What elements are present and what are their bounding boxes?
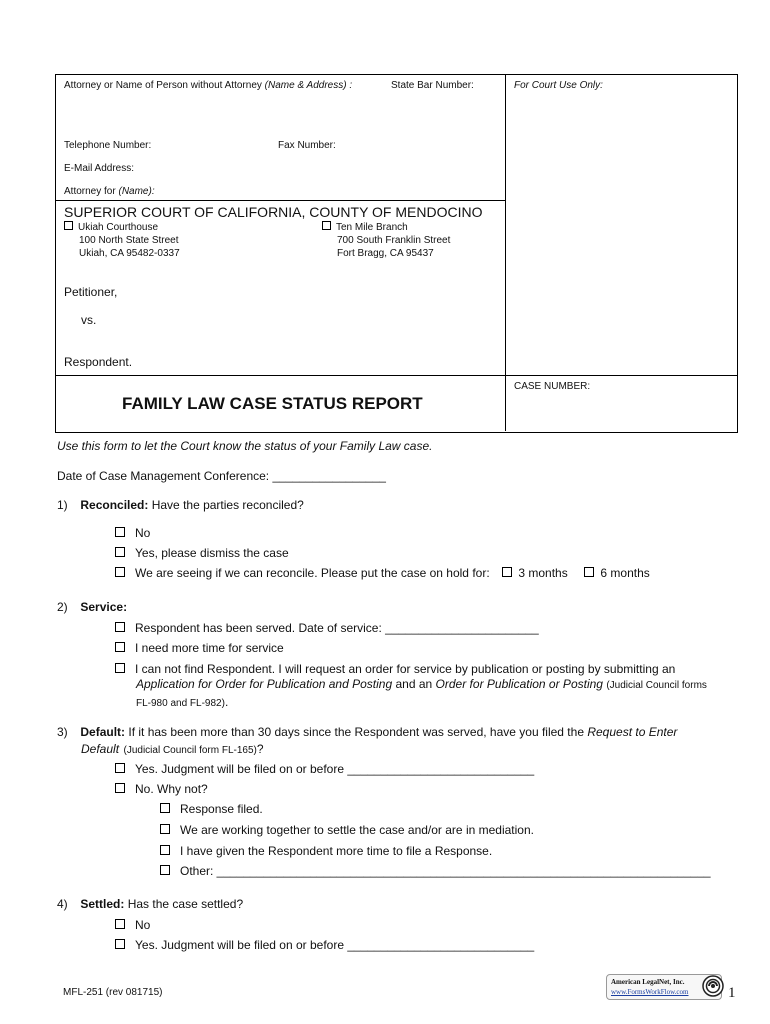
q3-form-name-default: Default xyxy=(81,742,120,756)
ten-mile-branch-checkbox[interactable] xyxy=(322,221,331,230)
q2-judicial-council-ref: (Judicial Council forms xyxy=(606,680,707,691)
form-title: FAMILY LAW CASE STATUS REPORT xyxy=(122,394,423,413)
q3-more-time-checkbox[interactable] xyxy=(160,845,170,855)
q2-more-time-label: I need more time for service xyxy=(135,641,284,655)
court-name: SUPERIOR COURT OF CALIFORNIA, COUNTY OF MENDOCINO xyxy=(64,204,483,220)
q3-other-label: Other: __________________________________________________________________________ xyxy=(180,864,711,878)
q1-6-months-checkbox[interactable] xyxy=(584,567,594,577)
q4-title: Settled: xyxy=(80,897,125,911)
q3-option-no[interactable] xyxy=(115,782,208,796)
q4-heading xyxy=(57,897,243,911)
q3-more-time-label: I have given the Respondent more time to file a Response. xyxy=(180,844,493,858)
q3-other-checkbox[interactable] xyxy=(160,865,170,875)
court-use-label: For Court Use Only: xyxy=(514,80,603,91)
q3-sub-other[interactable] xyxy=(160,864,711,878)
q2-form-name-2: Order for Publication or Posting xyxy=(435,677,603,691)
cmc-date-blank[interactable]: _________________ xyxy=(272,469,386,483)
q1-option-hold[interactable] xyxy=(115,566,650,580)
q2-title: Service: xyxy=(80,600,128,614)
q3-question-mark: ? xyxy=(256,742,264,756)
q2-line2-mid: and an xyxy=(395,677,433,691)
q2-served-label: Respondent has been served. Date of service: _______________________ xyxy=(135,621,539,635)
ukiah-courthouse-city: Ukiah, CA 95482-0337 xyxy=(79,248,180,259)
ten-mile-branch-city: Fort Bragg, CA 95437 xyxy=(337,248,434,259)
q1-dismiss-checkbox[interactable] xyxy=(115,547,125,557)
q3-title: Default: xyxy=(80,725,126,739)
cmc-date-field[interactable] xyxy=(57,469,386,483)
q3-sub-more-time[interactable] xyxy=(160,844,492,858)
q2-option-served[interactable] xyxy=(115,621,539,635)
q2-form-numbers: FL-980 and FL-982) xyxy=(136,698,225,709)
q2-number: 2) xyxy=(57,600,68,614)
caption-vertical-divider xyxy=(505,74,506,431)
state-bar-label: State Bar Number: xyxy=(391,80,474,91)
q1-no-checkbox[interactable] xyxy=(115,527,125,537)
legalnet-seal-icon xyxy=(702,975,724,997)
q3-settle-checkbox[interactable] xyxy=(160,824,170,834)
ukiah-courthouse-name: Ukiah Courthouse xyxy=(78,222,159,233)
q4-question: Has the case settled? xyxy=(127,897,244,911)
q3-judicial-council-ref: (Judicial Council form FL-165) xyxy=(123,745,257,756)
q3-heading xyxy=(57,725,677,739)
q4-option-yes[interactable] xyxy=(115,938,534,952)
telephone-label: Telephone Number: xyxy=(64,140,152,151)
q3-option-yes[interactable] xyxy=(115,762,534,776)
q2-cannot-find-checkbox[interactable] xyxy=(115,663,125,673)
email-label: E-Mail Address: xyxy=(64,163,135,174)
q3-sub-response[interactable] xyxy=(160,802,263,816)
q3-yes-checkbox[interactable] xyxy=(115,763,125,773)
q1-number: 1) xyxy=(57,498,68,512)
q3-number: 3) xyxy=(57,725,68,739)
q2-more-time-checkbox[interactable] xyxy=(115,642,125,652)
attorney-for-italic: (Name): xyxy=(118,186,155,197)
attorney-section-divider xyxy=(55,200,506,201)
q1-title: Reconciled: xyxy=(80,498,149,512)
respondent-label: Respondent. xyxy=(64,355,133,369)
q2-option-cannot-find[interactable] xyxy=(115,662,675,676)
q4-no-checkbox[interactable] xyxy=(115,919,125,929)
q3-no-label: No. Why not? xyxy=(135,782,208,796)
q2-cannot-find-line3 xyxy=(136,693,228,711)
q3-sub-settle[interactable] xyxy=(160,823,534,837)
q1-6-months-label: 6 months xyxy=(600,566,650,580)
attorney-label-text: Attorney or Name of Person without Attorney xyxy=(64,80,262,91)
q4-no-label: No xyxy=(135,918,151,932)
q2-form-name-1: Application for Order for Publication and Posting xyxy=(136,677,393,691)
attorney-for-label xyxy=(64,186,155,197)
q4-number: 4) xyxy=(57,897,68,911)
q3-settle-label: We are working together to settle the case and/or are in mediation. xyxy=(180,823,534,837)
page-number: 1 xyxy=(728,985,736,1001)
q2-cannot-find-label: I can not find Respondent. I will request an order for service by publication or posting by submitting an xyxy=(135,662,676,676)
ukiah-courthouse-checkbox[interactable] xyxy=(64,221,73,230)
q1-3-months-label: 3 months xyxy=(518,566,568,580)
q2-cannot-find-line2 xyxy=(136,677,707,691)
q2-option-more-time[interactable] xyxy=(115,641,284,655)
ten-mile-branch-name: Ten Mile Branch xyxy=(336,222,408,233)
q1-3-months-checkbox[interactable] xyxy=(502,567,512,577)
q2-heading xyxy=(57,600,127,614)
q3-response-label: Response filed. xyxy=(180,802,263,816)
q3-yes-label: Yes. Judgment will be filed on or before ____________________________ xyxy=(135,762,535,776)
court-section-divider xyxy=(55,375,737,376)
q3-form-name: Request to Enter xyxy=(587,725,678,739)
ten-mile-branch-street: 700 South Franklin Street xyxy=(337,235,451,246)
logo-website-link[interactable]: www.FormsWorkFlow.com xyxy=(611,988,689,996)
q2-served-checkbox[interactable] xyxy=(115,622,125,632)
form-instruction: Use this form to let the Court know the status of your Family Law case. xyxy=(57,439,433,453)
q1-dismiss-label: Yes, please dismiss the case xyxy=(135,546,289,560)
q1-hold-checkbox[interactable] xyxy=(115,567,125,577)
petitioner-label: Petitioner, xyxy=(64,285,118,299)
vs-label: vs. xyxy=(81,313,97,327)
q4-yes-checkbox[interactable] xyxy=(115,939,125,949)
q1-hold-label: We are seeing if we can reconcile. Please put the case on hold for: xyxy=(135,566,490,580)
courthouse-ukiah xyxy=(64,221,180,260)
courthouse-ten-mile xyxy=(322,221,450,260)
q2-line3-period: . xyxy=(224,695,229,709)
q1-heading xyxy=(57,498,304,512)
q3-question: If it has been more than 30 days since the Respondent was served, have you filed the xyxy=(128,725,584,739)
q3-response-checkbox[interactable] xyxy=(160,803,170,813)
case-number-label: CASE NUMBER: xyxy=(514,381,591,392)
q1-option-no[interactable] xyxy=(115,526,150,540)
q3-no-checkbox[interactable] xyxy=(115,783,125,793)
form-id: MFL-251 (rev 081715) xyxy=(63,987,163,998)
attorney-label xyxy=(64,80,352,91)
attorney-label-italic: (Name & Address) : xyxy=(264,80,353,91)
cmc-date-label: Date of Case Management Conference: xyxy=(57,469,270,483)
q4-yes-label: Yes. Judgment will be filed on or before ____________________________ xyxy=(135,938,535,952)
q4-option-no[interactable] xyxy=(115,918,150,932)
q1-option-dismiss[interactable] xyxy=(115,546,289,560)
ukiah-courthouse-street: 100 North State Street xyxy=(79,235,179,246)
q1-no-label: No xyxy=(135,526,151,540)
q3-heading-line2 xyxy=(81,740,264,758)
fax-label: Fax Number: xyxy=(278,140,336,151)
attorney-for-text: Attorney for xyxy=(64,186,116,197)
q1-question: Have the parties reconciled? xyxy=(151,498,304,512)
logo-company-name: American LegalNet, Inc. xyxy=(611,978,685,986)
